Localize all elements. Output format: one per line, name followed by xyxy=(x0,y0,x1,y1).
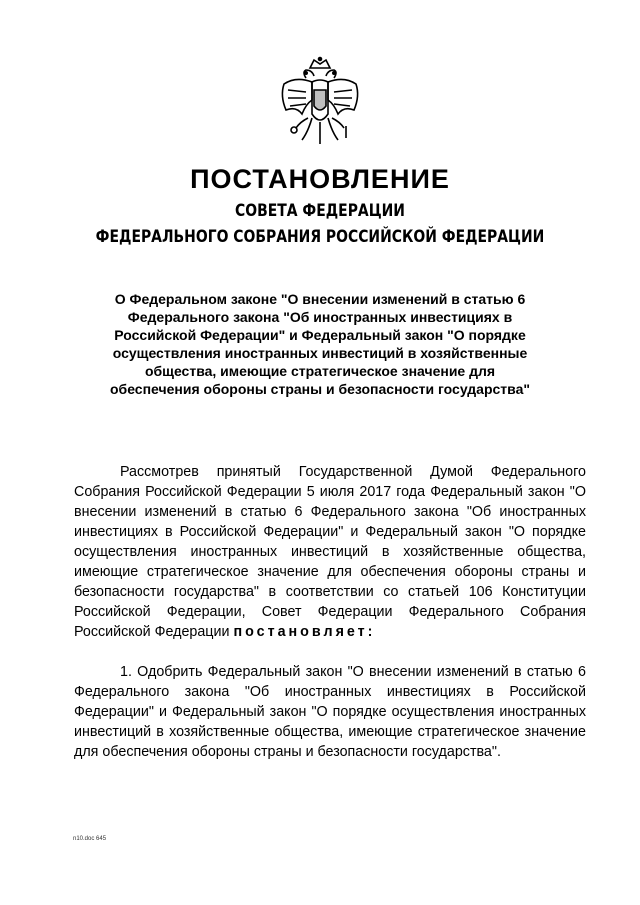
body-paragraph-1 xyxy=(74,462,586,642)
document-subject: О Федеральном законе "О внесении изменений в статью 6 Федерального закона "Об иностранных инвестициях в Российской Федерации" и Федеральный закон "О порядке осуществления иностранных инвестиций в хозяйственные общества, имеющие стратегическое значение для обеспечения обороны страны и безопасности государства" xyxy=(110,291,530,397)
issuing-body-line1: СОВЕТА ФЕДЕРАЦИИ xyxy=(235,201,405,221)
document-type-title: ПОСТАНОВЛЕНИЕ xyxy=(190,164,450,194)
russian-coat-of-arms-icon xyxy=(272,56,368,152)
body-paragraph-2: 1. Одобрить Федеральный закон "О внесении изменений в статью 6 Федерального закона "Об иностранных инвестициях в Российской Федерации" и Федеральный закон "О порядке осуществления иностранных инвестиций в хозяйственные общества, имеющие стратегическое значение для обеспечения обороны страны и безопасности государства". xyxy=(74,664,586,760)
paragraph-1-text: Рассмотрев принятый Государственной Думой Федерального Собрания Российской Федерации 5 июля 2017 года Федеральный закон "О внесении изменений в статью 6 Федерального закона "Об иностранных инвестициях в Российской Федерации" и Федеральный закон "О порядке осуществления иностранных инвестиций в хозяйственные общества, имеющие стратегическое значение для обеспечения обороны страны и безопасности государства" в соответствии со статьей 106 Конституции Российской Федерации, Совет Федерации Федерального Собрания Российской Федерации xyxy=(74,464,586,640)
issuing-body-line2: ФЕДЕРАЛЬНОГО СОБРАНИЯ РОССИЙСКОЙ ФЕДЕРАЦИИ xyxy=(95,227,545,247)
resolution-keyword: постановляет: xyxy=(233,624,376,640)
file-code: n10.doc 645 xyxy=(73,836,107,842)
